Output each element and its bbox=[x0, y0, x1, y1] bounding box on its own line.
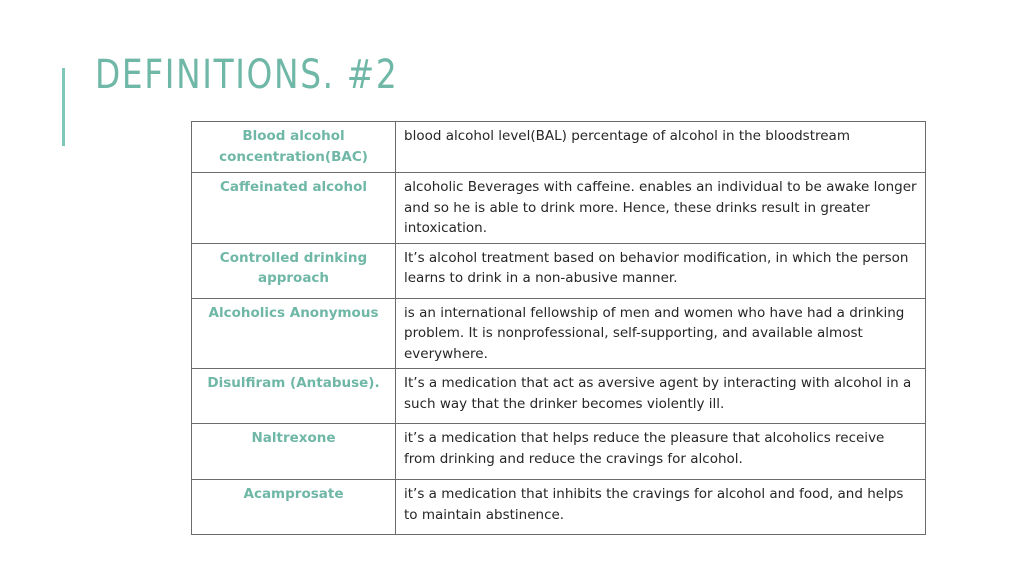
table-row bbox=[192, 369, 926, 424]
slide-title: DEFINITIONS. #2 bbox=[95, 52, 399, 98]
definition-cell: is an international fellowship of men and women who have had a drinking problem. It is nonprofessional, self-supporting, and available almost everywhere. bbox=[396, 298, 926, 369]
term-cell: Blood alcohol concentration(BAC) bbox=[192, 122, 396, 173]
table-row bbox=[192, 480, 926, 535]
table-row bbox=[192, 243, 926, 298]
term-cell: Acamprosate bbox=[192, 480, 396, 535]
definition-cell: It’s a medication that act as aversive agent by interacting with alcohol in a such way that the drinker becomes violently ill. bbox=[396, 369, 926, 424]
title-accent-bar bbox=[62, 68, 65, 146]
definition-cell: it’s a medication that helps reduce the pleasure that alcoholics receive from drinking and reduce the cravings for alcohol. bbox=[396, 424, 926, 480]
table-row bbox=[192, 122, 926, 173]
definitions-table bbox=[191, 121, 926, 535]
definition-cell: blood alcohol level(BAL) percentage of alcohol in the bloodstream bbox=[396, 122, 926, 173]
definition-cell: alcoholic Beverages with caffeine. enables an individual to be awake longer and so he is able to drink more. Hence, these drinks result in greater intoxication. bbox=[396, 173, 926, 244]
table-row bbox=[192, 424, 926, 480]
definition-cell: it’s a medication that inhibits the cravings for alcohol and food, and helps to maintain abstinence. bbox=[396, 480, 926, 535]
table-row bbox=[192, 298, 926, 369]
term-cell: Naltrexone bbox=[192, 424, 396, 480]
term-cell: Controlled drinking approach bbox=[192, 243, 396, 298]
table-row bbox=[192, 173, 926, 244]
definition-cell: It’s alcohol treatment based on behavior modification, in which the person learns to drink in a non-abusive manner. bbox=[396, 243, 926, 298]
term-cell: Disulfiram (Antabuse). bbox=[192, 369, 396, 424]
term-cell: Caffeinated alcohol bbox=[192, 173, 396, 244]
term-cell: Alcoholics Anonymous bbox=[192, 298, 396, 369]
